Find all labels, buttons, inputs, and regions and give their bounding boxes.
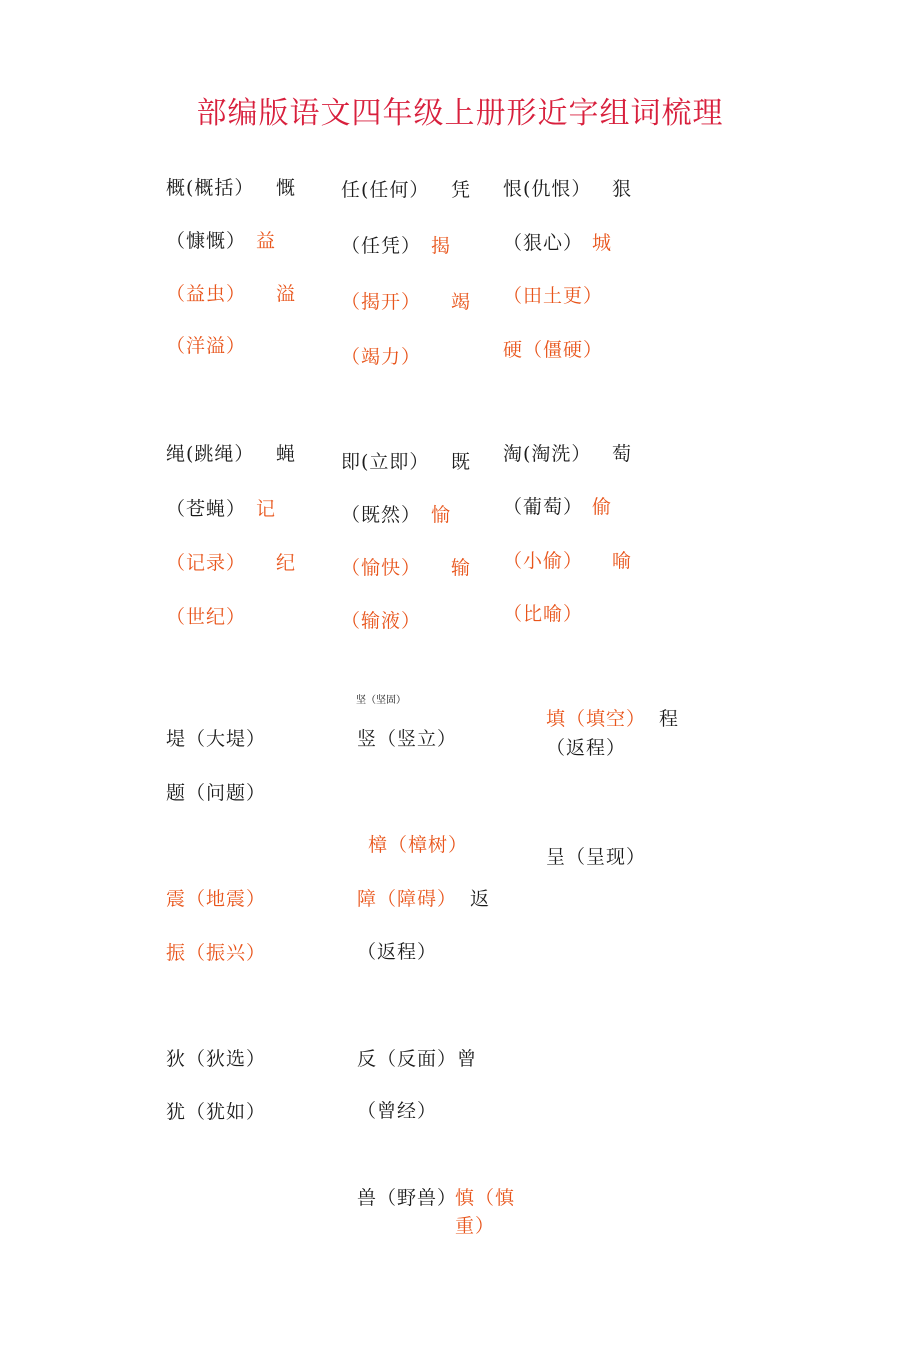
char-tao2: 萄: [612, 443, 633, 465]
word-chengxian: 呈（呈现）: [546, 846, 647, 868]
char-ying: 蝇: [276, 443, 297, 465]
char-yu2: 喻: [612, 550, 633, 572]
char-hen2: 狠: [612, 178, 633, 200]
word-jiekai: （揭开）: [341, 291, 422, 313]
word-wenti: 题（问题）: [166, 782, 267, 804]
word-shuye: （输液）: [341, 610, 422, 632]
word-jiangu-small: 坚（坚固）: [356, 695, 406, 706]
char-yu: 愉: [431, 504, 452, 526]
word-sheng: 绳(跳绳）: [166, 443, 255, 465]
char-yi: 益: [256, 230, 277, 252]
word-zhangai: 障（障碍）: [357, 888, 458, 910]
word-xiaotou: （小偷）: [503, 550, 584, 572]
page-title: 部编版语文四年级上册形近字组词梳理: [196, 96, 724, 131]
char-ji4: 既: [451, 451, 472, 473]
char-yi2: 溢: [276, 283, 297, 305]
word-dadi: 堤（大堤）: [166, 728, 267, 750]
word-jieli: （竭力）: [341, 346, 422, 368]
word-tiankong: 填（填空）: [546, 708, 647, 730]
char-fan: 返: [470, 888, 491, 910]
word-ji3: 即(立即）: [341, 451, 430, 473]
char-kai: 慨: [276, 177, 297, 199]
word-shiji: （世纪）: [166, 606, 247, 628]
word-jiran: （既然）: [341, 504, 422, 526]
word-dixuan: 狄（狄选）: [166, 1048, 267, 1070]
word-biyu: （比喻）: [503, 603, 584, 625]
char-jie2: 竭: [451, 291, 472, 313]
word-tao: 淘(淘洗）: [503, 443, 592, 465]
char-ji2: 纪: [276, 552, 297, 574]
word-jiangying: 硬（僵硬）: [503, 339, 604, 361]
word-dizhen: 震（地震）: [166, 888, 267, 910]
word-henxin: （狠心）: [503, 232, 584, 254]
word-fanmian: 反（反面）曾: [357, 1048, 478, 1070]
word-tiantugeng: （田土更）: [503, 285, 604, 307]
word-zhangshu: 樟（樟树）: [368, 834, 469, 856]
word-putao: （葡萄）: [503, 496, 584, 518]
char-ji: 记: [256, 498, 277, 520]
word-yukuai: （愉快）: [341, 557, 422, 579]
word-yeshou: 兽（野兽）: [357, 1187, 458, 1209]
word-fancheng2: （返程）: [546, 737, 627, 759]
char-cheng2: 程: [659, 708, 680, 730]
word-shenzhong: 慎（慎重）: [455, 1187, 516, 1237]
word-zhenxing: 振（振兴）: [166, 942, 267, 964]
char-jie: 揭: [431, 235, 452, 257]
word-cangying: （苍蝇）: [166, 498, 247, 520]
char-cheng: 城: [592, 232, 613, 254]
word-ren: 任(任何）: [341, 179, 430, 201]
word-hen: 恨(仇恨）: [503, 178, 592, 200]
word-yangyi: （洋溢）: [166, 335, 247, 357]
word-shuli: 竖（竖立）: [357, 728, 458, 750]
word-renping: （任凭）: [341, 235, 422, 257]
char-ping: 凭: [451, 179, 472, 201]
word-kangkai: （慷慨）: [166, 230, 247, 252]
word-cengjing: （曾经）: [357, 1100, 438, 1122]
word-youru: 犹（犹如）: [166, 1101, 267, 1123]
char-tou: 偷: [592, 496, 613, 518]
word-fancheng: （返程）: [357, 941, 438, 963]
word-yichong: （益虫）: [166, 283, 247, 305]
word-jilu: （记录）: [166, 552, 247, 574]
char-shu: 输: [451, 557, 472, 579]
word-gai: 概(概括）: [166, 177, 255, 199]
